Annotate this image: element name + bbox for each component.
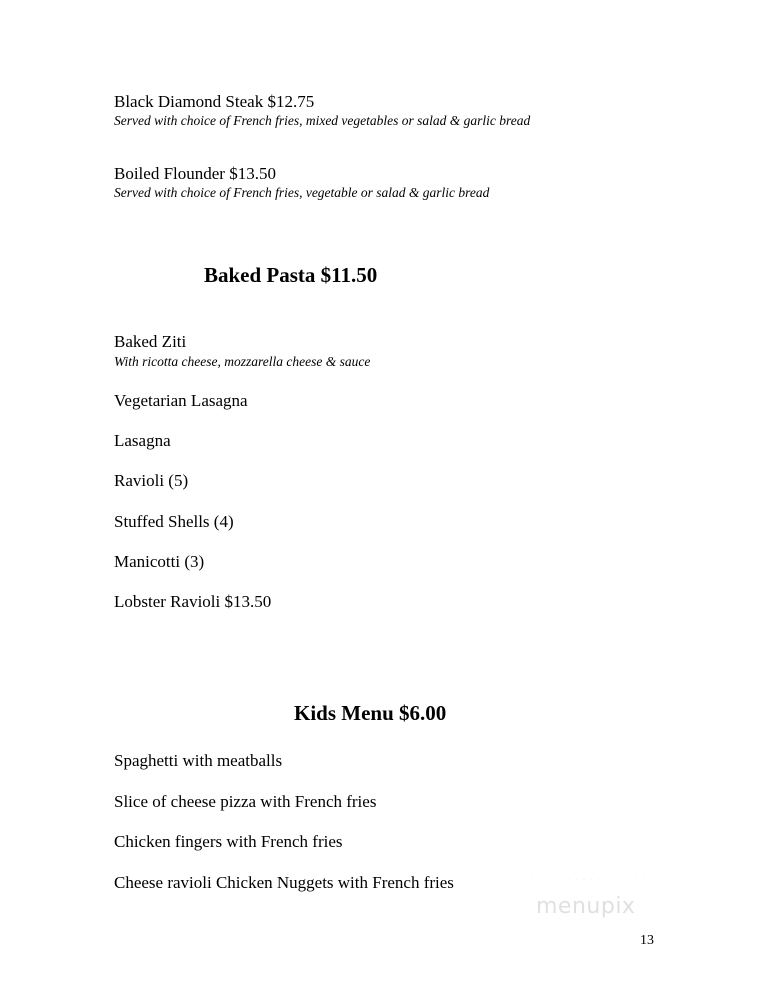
section-title-kids-menu: Kids Menu $6.00: [294, 701, 447, 725]
menu-item-name: Lasagna: [114, 431, 171, 450]
section-title-baked-pasta: Baked Pasta $11.50: [204, 263, 378, 287]
menu-item-name: Cheese ravioli Chicken Nuggets with French fries: [114, 873, 454, 892]
menu-item-name: Manicotti (3): [114, 552, 205, 571]
menu-item-description: With ricotta cheese, mozzarella cheese & sauce: [114, 354, 371, 369]
menu-item-name: Boiled Flounder $13.50: [114, 164, 276, 183]
menu-item-name: Baked Ziti: [114, 332, 187, 351]
menupix-logo: menupix: [536, 894, 636, 919]
menu-item-name: Vegetarian Lasagna: [114, 391, 248, 410]
menu-item-description: Served with choice of French fries, vegetable or salad & garlic bread: [114, 185, 490, 200]
menu-item-name: Lobster Ravioli $13.50: [114, 592, 272, 611]
page-number: 13: [640, 933, 654, 948]
menu-item-description: Served with choice of French fries, mixed vegetables or salad & garlic bread: [114, 113, 531, 128]
menu-item-name: Black Diamond Steak $12.75: [114, 92, 315, 111]
menu-item-name: Chicken fingers with French fries: [114, 832, 343, 851]
menu-item-name: Ravioli (5): [114, 471, 189, 490]
menu-item-name: Spaghetti with meatballs: [114, 751, 283, 770]
menu-item-name: Stuffed Shells (4): [114, 512, 234, 531]
menupix-watermark: [530, 872, 690, 932]
menu-item-name: Slice of cheese pizza with French fries: [114, 792, 377, 811]
watermark-faint-line: · · · · · · · · · · · · · · · ·: [530, 874, 647, 884]
